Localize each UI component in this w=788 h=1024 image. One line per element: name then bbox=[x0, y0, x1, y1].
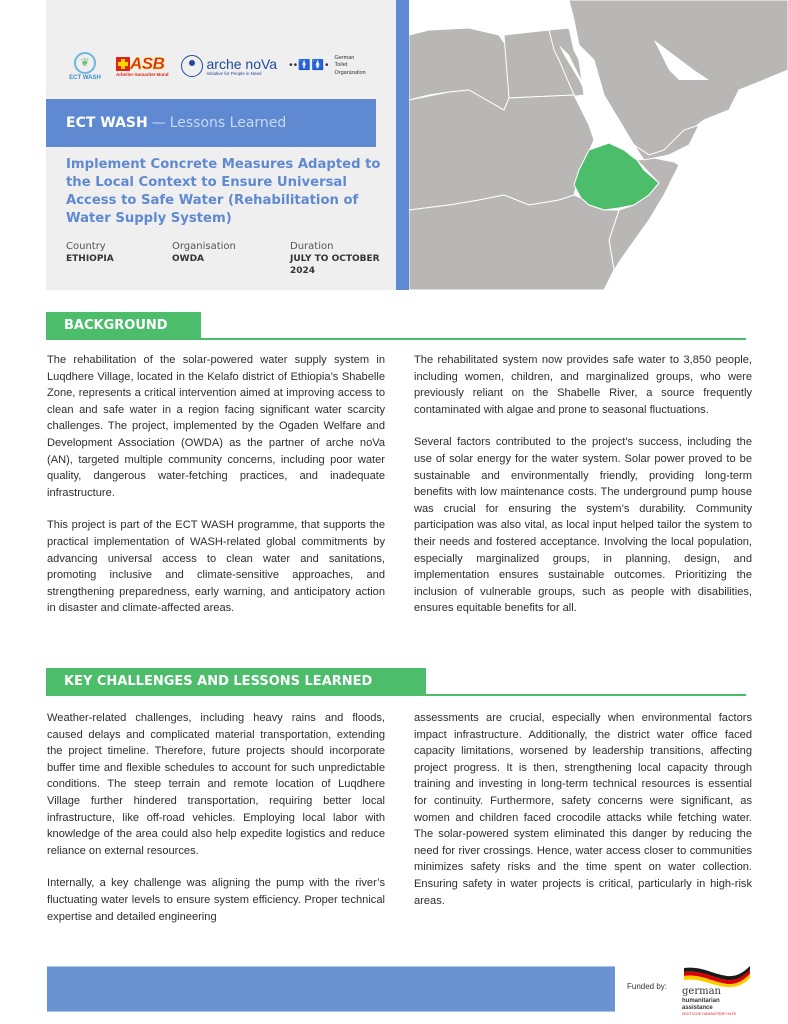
people-icon: ••🚹🚺• bbox=[289, 59, 330, 71]
paragraph: This project is part of the ECT WASH programme, that supports the practical implementation of WASH-related global commitments by advancing universal access to clean water and sanitations, promoting inclusive and climate-sensitive approaches, and strengthening preparedness, early warning, and anticipatory action in disaster and climate-affected areas. bbox=[47, 519, 385, 615]
meta-country: Country ETHIOPIA bbox=[66, 241, 114, 264]
map-land-sudan bbox=[409, 90, 594, 210]
section-header-background bbox=[46, 312, 746, 340]
german-flag-wave-icon bbox=[682, 964, 752, 988]
document-title: Implement Concrete Measures Adapted to the Local Context to Ensure Universal Access to Safe Water (Rehabilitation of Water Supply System) bbox=[66, 157, 381, 226]
section-title: KEY CHALLENGES AND LESSONS LEARNED bbox=[46, 668, 426, 695]
meta-organisation: Organisation OWDA bbox=[172, 241, 236, 264]
band-subtitle: Lessons Learned bbox=[169, 115, 287, 131]
section-title: BACKGROUND bbox=[46, 312, 201, 339]
map-svg bbox=[409, 0, 788, 290]
section-header-challenges bbox=[46, 668, 746, 696]
partner-logos bbox=[66, 46, 386, 86]
asb-logo: ASB Arbeiter-Samariter-Bund bbox=[116, 54, 169, 77]
paragraph: Several factors contributed to the project’s success, including the use of solar energy for the water system. Solar power proved to be sustainable and environmentally friendly, providing long-term benefits with low maintenance costs. The underground pump house was crucial for ensuring the system’s durability. Community participation was also vital, as local input helped tailor the system to their needs and fostered acceptance. Involving the local population, especially marginalized groups, in planning, design, and implementation ensures sustainable outcomes. Prioritizing the inclusion of vulnerable groups, such as people with disabilities, ensures equitable benefits for all. bbox=[414, 436, 752, 615]
paragraph: The rehabilitated system now provides safe water to 3,850 people, including women, children, and marginalized groups, who were previously reliant on the Shabelle River, a source frequently contaminated with algae and prone to seasonal fluctuations. bbox=[414, 354, 752, 416]
challenges-right-column bbox=[414, 710, 752, 925]
ect-wash-logo: ❦ ECT WASH bbox=[66, 52, 104, 81]
meta-duration: Duration JULY TO OCTOBER 2024 bbox=[290, 241, 380, 276]
program-band bbox=[46, 99, 376, 147]
footer-band bbox=[47, 966, 615, 1012]
background-left-column bbox=[47, 352, 385, 633]
program-name: ECT WASH bbox=[66, 115, 148, 131]
paragraph: Weather-related challenges, including heavy rains and floods, caused delays and complicated material transportation, extending the project timeline. Therefore, future projects should incorporate buffer time and flexible schedules to account for such unpredictable conditions. The steep terrain and remote location of Luqdhere Village further hindered transportation, requiring better local infrastructure, like off-road vehicles. Employing local labor with knowledge of the area could also help expedite logistics and reduce reliance on external resources. bbox=[47, 712, 385, 857]
german-humanitarian-assistance-logo: german humanitarian assistance DEUTSCHE HUMANITÄRE HILFE bbox=[680, 962, 760, 1018]
asb-cross-icon bbox=[116, 57, 130, 71]
map-land-east-africa bbox=[409, 195, 619, 290]
background-right-column bbox=[414, 352, 752, 633]
challenges-left-column bbox=[47, 710, 385, 941]
funded-by-label: Funded by: bbox=[627, 982, 668, 991]
german-toilet-organization-logo: ••🚹🚺• German Toilet Organization bbox=[289, 54, 366, 76]
water-drop-icon: ❦ bbox=[74, 52, 96, 74]
band-separator: — bbox=[151, 115, 166, 131]
section-divider bbox=[46, 338, 746, 340]
arche-nova-emblem-icon bbox=[181, 55, 203, 77]
paragraph: Internally, a key challenge was aligning the pump with the river’s fluctuating water levels to ensure system efficiency. Proper technical expertise and detailed engineering bbox=[47, 877, 385, 923]
section-divider bbox=[46, 694, 746, 696]
arche-nova-logo: arche noVa Initiative for People in Need bbox=[181, 55, 278, 77]
paragraph: The rehabilitation of the solar-powered water supply system in Luqdhere Village, located in the Kelafo district of Ethiopia’s Shabelle Zone, represents a critical intervention aimed at improving access to clean and safe water in a region facing significant water scarcity challenges. The project, implemented by the Ogaden Welfare and Development Association (OWDA) as the partner of arche noVa (AN), targeted multiple community concerns, including poor water quality, dangerous water-fetching practices, and inadequate infrastructure. bbox=[47, 354, 385, 499]
paragraph: assessments are crucial, especially when environmental factors impact infrastructure. Additionally, the district water office faced capacity limitations, worsened by leadership transitions, affecting project progress. It is then, strengthening local capacity through training and investing in long-term technical resources is essential for continuity. Furthermore, safety concerns were significant, as women and children faced crocodile attacks while fetching water. The solar-powered system eliminated this danger by reducing the need for river crossings. Hence, water access closer to communities minimizes safety risks and the time spent on water collection. Ensuring safety in water projects is critical, particularly in high-risk areas. bbox=[414, 712, 752, 907]
region-map bbox=[409, 0, 788, 290]
accent-stripe bbox=[396, 0, 409, 290]
